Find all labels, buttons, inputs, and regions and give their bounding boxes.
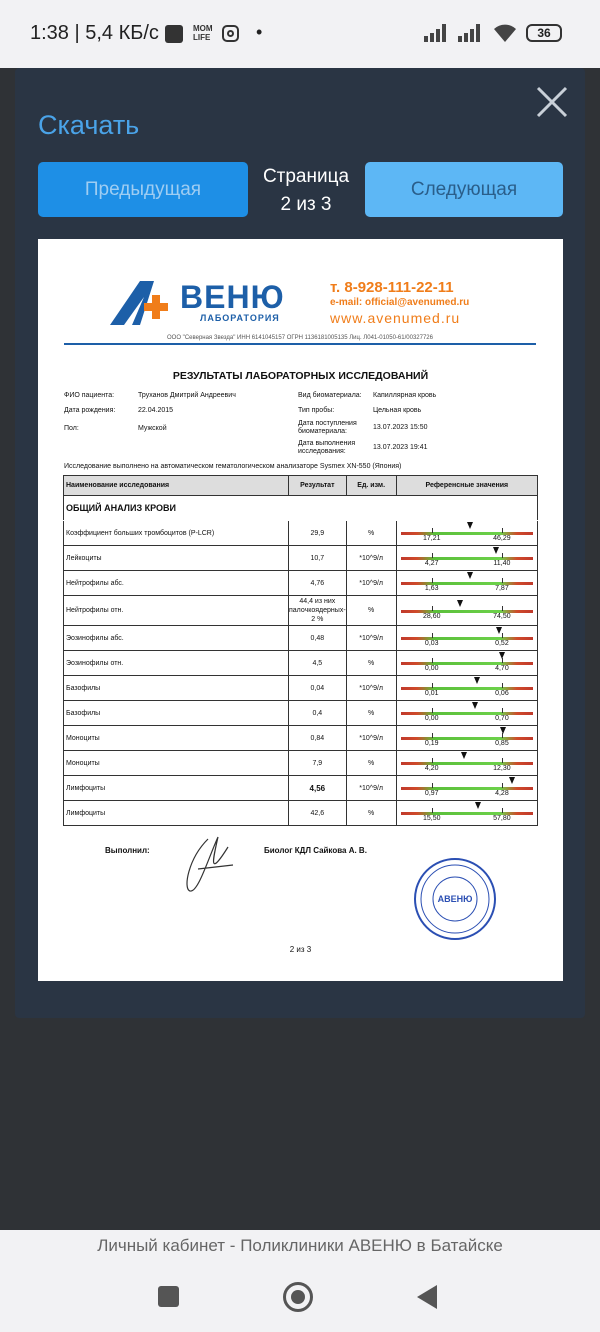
- range-low-tick: [432, 578, 433, 583]
- test-unit: *10^9/л: [346, 626, 396, 651]
- range-high: 74,50: [493, 612, 511, 620]
- range-high: 4,28: [495, 790, 509, 797]
- instagram-icon: [222, 25, 239, 42]
- range-high-tick: [502, 553, 503, 558]
- contact-site: www.avenumed.ru: [330, 310, 461, 326]
- test-unit: *10^9/л: [346, 676, 396, 701]
- contact-phone: т. 8-928-111-22-11: [330, 279, 454, 296]
- range-low-tick: [432, 733, 433, 738]
- range-marker: [467, 522, 473, 529]
- close-icon[interactable]: [530, 80, 574, 124]
- test-result: 4,5: [289, 651, 347, 676]
- range-bar: [401, 610, 533, 613]
- range-bar: [401, 637, 533, 640]
- test-name: Эозинофилы абс.: [64, 626, 289, 651]
- reference-range: [396, 801, 537, 826]
- test-result: 7,9: [289, 751, 347, 776]
- stamp-icon: [413, 857, 497, 941]
- table-row: [64, 676, 538, 701]
- test-name: Моноциты: [64, 726, 289, 751]
- reference-range: [396, 701, 537, 726]
- range-marker: [496, 627, 502, 634]
- reference-range: [396, 626, 537, 651]
- range-bar: [401, 582, 533, 585]
- range-low-tick: [432, 683, 433, 688]
- test-name: Нейтрофилы отн.: [64, 596, 289, 626]
- reference-range: [396, 596, 537, 626]
- contact-email: e-mail: official@avenumed.ru: [330, 297, 470, 308]
- back-button[interactable]: [417, 1285, 437, 1309]
- browser-title: Личный кабинет - Поликлиники АВЕНЮ в Батайске: [97, 1236, 503, 1255]
- logo-subtitle: ЛАБОРАТОРИЯ: [200, 313, 280, 323]
- performed-label: Выполнил:: [105, 846, 150, 855]
- range-marker: [467, 572, 473, 579]
- range-high: 46,29: [493, 535, 511, 542]
- range-low: 0,01: [424, 690, 439, 697]
- range-marker: [499, 652, 505, 659]
- range-low-tick: [432, 553, 433, 558]
- range-low: 1,63: [424, 585, 439, 592]
- range-low-tick: [432, 658, 433, 663]
- reference-range: [396, 776, 537, 801]
- range-high-tick: [502, 758, 503, 763]
- range-marker: [493, 547, 499, 554]
- range-high: 7,87: [495, 585, 509, 592]
- range-low-tick: [432, 758, 433, 763]
- table-row: [64, 801, 538, 826]
- range-low: 17,21: [422, 535, 441, 542]
- table-row: [64, 726, 538, 751]
- range-low-tick: [432, 528, 433, 533]
- table-row: [64, 626, 538, 651]
- test-result: 4,56: [289, 776, 347, 801]
- battery-icon: 36: [526, 24, 562, 42]
- range-high: 57,80: [493, 815, 511, 822]
- received-value: 13.07.2023 15:50: [373, 424, 428, 431]
- sex-label: Пол:: [64, 425, 79, 432]
- reference-range: [396, 726, 537, 751]
- range-high-tick: [502, 578, 503, 583]
- sample-label: Тип пробы:: [298, 407, 335, 414]
- dob-label: Дата рождения:: [64, 407, 116, 414]
- range-low: 28,60: [422, 612, 441, 620]
- range-high-tick: [502, 808, 503, 813]
- test-unit: %: [346, 801, 396, 826]
- range-high: 0,06: [495, 690, 509, 697]
- patient-name: Труханов Дмитрий Андреевич: [138, 392, 236, 399]
- more-notifications-dot: •: [256, 22, 263, 42]
- range-low-tick: [432, 783, 433, 788]
- test-result: 0,04: [289, 676, 347, 701]
- range-low-tick: [432, 633, 433, 638]
- sex-value: Мужской: [138, 425, 167, 432]
- recent-apps-button[interactable]: [158, 1286, 179, 1307]
- range-marker: [474, 677, 480, 684]
- test-result: 29,9: [289, 521, 347, 546]
- range-marker: [457, 600, 463, 607]
- reference-range: [396, 676, 537, 701]
- range-low: 0,00: [424, 715, 439, 722]
- test-result: 44,4 из них палочкоядерных- 2 %: [289, 596, 347, 626]
- page-label: Страница: [262, 166, 350, 187]
- table-row: [64, 571, 538, 596]
- test-unit: *10^9/л: [346, 726, 396, 751]
- test-name: Лимфоциты: [64, 801, 289, 826]
- mom-life-icon: MOM LIFE: [193, 24, 213, 42]
- range-high: 0,70: [495, 715, 509, 722]
- test-name: Коэффициент больших тромбоцитов (P-LCR): [64, 521, 289, 546]
- range-high: 4,70: [495, 665, 509, 672]
- test-unit: *10^9/л: [346, 571, 396, 596]
- test-result: 10,7: [289, 546, 347, 571]
- test-unit: %: [346, 521, 396, 546]
- col-header-result: Результат: [289, 476, 347, 496]
- test-unit: %: [346, 651, 396, 676]
- document-page-number: 2 из 3: [289, 945, 312, 954]
- range-low-tick: [432, 708, 433, 713]
- range-bar: [401, 812, 533, 815]
- range-high-tick: [502, 708, 503, 713]
- range-marker: [472, 702, 478, 709]
- page-indicator: [254, 163, 358, 219]
- range-low-tick: [432, 606, 433, 611]
- col-header-name: Наименование исследования: [64, 476, 289, 496]
- range-low: 15,50: [422, 815, 441, 822]
- range-high-tick: [502, 528, 503, 533]
- table-row: [64, 651, 538, 676]
- test-unit: *10^9/л: [346, 546, 396, 571]
- range-bar: [401, 787, 533, 790]
- test-unit: %: [346, 701, 396, 726]
- table-row: [64, 546, 538, 571]
- table-row: [64, 596, 538, 626]
- range-high: 0,52: [495, 640, 509, 647]
- group-title: ОБЩИЙ АНАЛИЗ КРОВИ: [64, 496, 538, 521]
- reference-range: [396, 651, 537, 676]
- notification-icon: [165, 25, 183, 43]
- range-low: 0,00: [424, 665, 439, 672]
- dob-value: 22.04.2015: [138, 407, 174, 414]
- table-row: [64, 751, 538, 776]
- range-bar: [401, 737, 533, 740]
- modal-title[interactable]: Скачать: [38, 110, 140, 140]
- test-unit: %: [346, 596, 396, 626]
- reference-range: [396, 571, 537, 596]
- test-name: Нейтрофилы абс.: [64, 571, 289, 596]
- status-bar: [0, 0, 600, 68]
- col-header-unit: Ед. изм.: [346, 476, 396, 496]
- test-result: 42,6: [289, 801, 347, 826]
- test-result: 0,84: [289, 726, 347, 751]
- sample-value: Цельная кровь: [373, 407, 422, 414]
- reference-range: [396, 521, 537, 546]
- range-bar: [401, 762, 533, 765]
- range-low: 0,03: [424, 640, 439, 647]
- range-marker: [461, 752, 467, 759]
- legal-info: ООО "Северная Звезда" ИНН 6141045157 ОГРН 1136181005135 Лиц. Л041-01050-61/00327726: [167, 335, 433, 341]
- range-bar: [401, 687, 533, 690]
- done-value: 13.07.2023 19:41: [373, 444, 428, 451]
- test-name: Базофилы: [64, 676, 289, 701]
- range-low: 0,19: [424, 740, 439, 747]
- page-count: 2 из 3: [280, 194, 332, 215]
- range-marker: [500, 727, 506, 734]
- col-header-reference: Референсные значения: [396, 476, 537, 496]
- test-unit: *10^9/л: [346, 776, 396, 801]
- patient-name-label: ФИО пациента:: [64, 392, 115, 399]
- range-low: 0,97: [424, 790, 439, 797]
- range-high-tick: [502, 606, 503, 611]
- test-name: Моноциты: [64, 751, 289, 776]
- biomaterial-value: Капиллярная кровь: [373, 392, 437, 399]
- range-low: 4,20: [424, 765, 439, 772]
- next-page-button[interactable]: Следующая: [365, 162, 563, 217]
- signature-icon: [178, 829, 238, 899]
- range-marker: [475, 802, 481, 809]
- range-bar: [401, 557, 533, 560]
- aveniu-logo-icon: [110, 277, 182, 327]
- test-name: Базофилы: [64, 701, 289, 726]
- results-table: [63, 475, 538, 826]
- biomaterial-label: Вид биоматериала:: [298, 392, 362, 399]
- range-high-tick: [502, 783, 503, 788]
- table-row: [64, 776, 538, 801]
- signal-icon: [424, 24, 450, 42]
- previous-page-button[interactable]: Предыдущая: [38, 162, 248, 217]
- biologist-name: Биолог КДЛ Сайкова А. В.: [264, 846, 367, 855]
- range-bar: [401, 532, 533, 535]
- header-divider: [64, 343, 536, 345]
- test-result: 0,4: [289, 701, 347, 726]
- home-button[interactable]: [283, 1282, 313, 1312]
- range-marker: [509, 777, 515, 784]
- range-high: 11,40: [493, 560, 511, 567]
- status-time: 1:38 | 5,4 КБ/с: [30, 22, 159, 44]
- table-row: [64, 521, 538, 546]
- stamp-text: АВЕНЮ: [437, 894, 473, 904]
- test-name: Эозинофилы отн.: [64, 651, 289, 676]
- reference-range: [396, 546, 537, 571]
- done-label: Дата выполнения исследования:: [298, 440, 356, 455]
- report-title: РЕЗУЛЬТАТЫ ЛАБОРАТОРНЫХ ИССЛЕДОВАНИЙ: [172, 370, 429, 382]
- range-high-tick: [502, 683, 503, 688]
- test-name: Лимфоциты: [64, 776, 289, 801]
- logo-word: ВЕНЮ: [180, 279, 285, 315]
- wifi-icon: [492, 22, 518, 44]
- signal-icon-2: [458, 24, 484, 42]
- document-page: [38, 239, 563, 981]
- range-low-tick: [432, 808, 433, 813]
- range-bar: [401, 712, 533, 715]
- range-high: 12,30: [493, 765, 511, 772]
- test-unit: %: [346, 751, 396, 776]
- received-label: Дата поступления биоматериала:: [298, 420, 357, 435]
- range-high: 0,85: [495, 740, 509, 747]
- reference-range: [396, 751, 537, 776]
- test-result: 4,76: [289, 571, 347, 596]
- table-row: [64, 701, 538, 726]
- test-result: 0,48: [289, 626, 347, 651]
- analyzer-note: Исследование выполнено на автоматическом гематологическом анализаторе Sysmex XN-550 (Япония): [64, 463, 402, 470]
- range-bar: [401, 662, 533, 665]
- test-name: Лейкоциты: [64, 546, 289, 571]
- range-low: 4,27: [424, 560, 439, 567]
